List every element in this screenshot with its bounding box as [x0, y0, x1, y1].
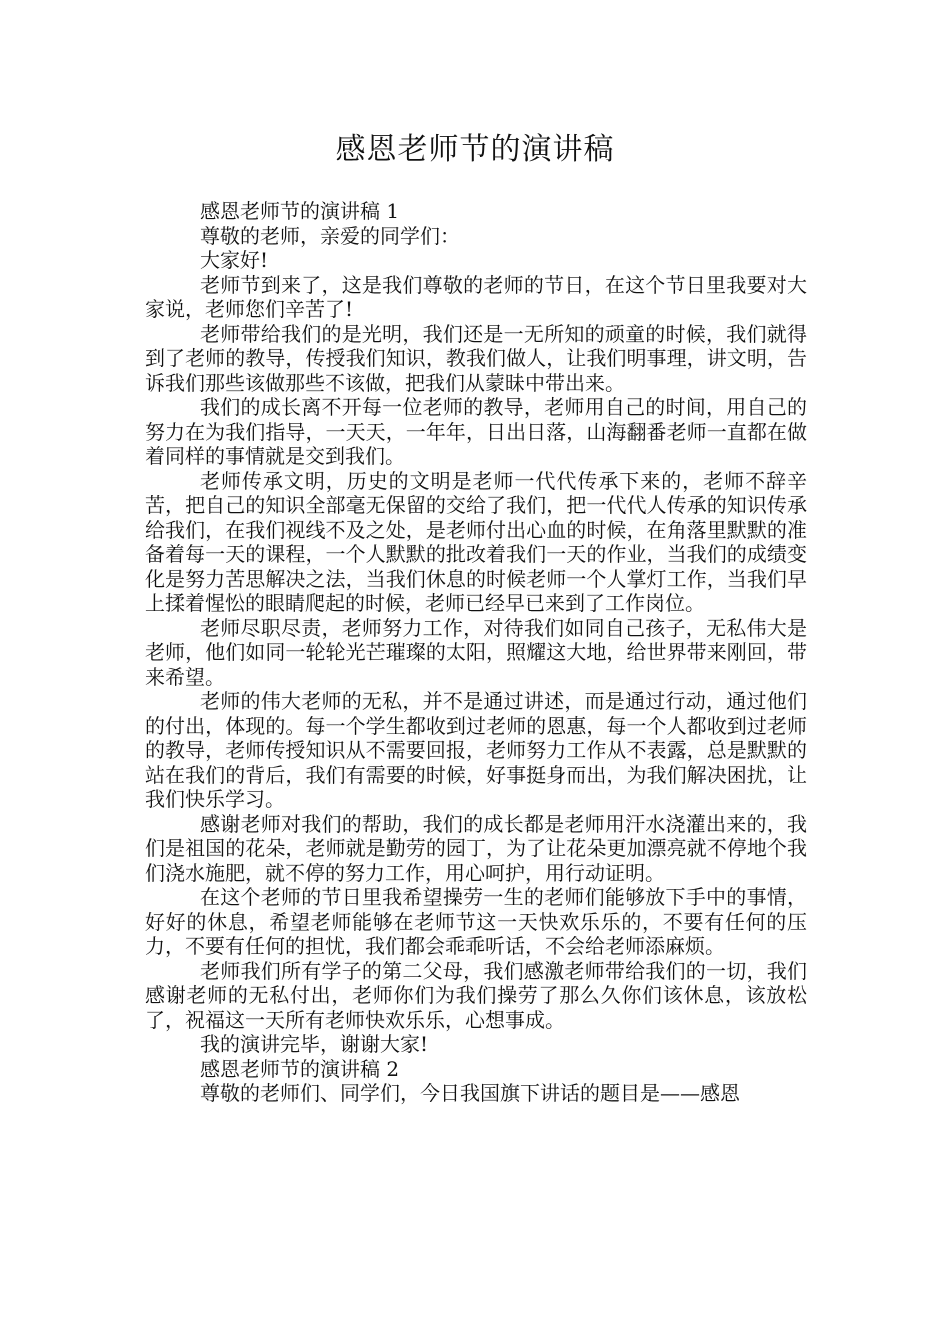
- paragraph: 我们的成长离不开每一位老师的教导，老师用自己的时间，用自己的努力在为我们指导，一天天，一年年，日出日落，山海翻番老师一直都在做着同样的事情就是交到我们。: [145, 395, 807, 468]
- paragraph: 老师的伟大老师的无私，并不是通过讲述，而是通过行动，通过他们的付出，体现的。每一个学生都收到过老师的恩惠，每一个人都收到过老师的教导，老师传授知识从不需要回报，老师努力工作从不表露，总是默默的站在我们的背后，我们有需要的时候，好事挺身而出，为我们解决困扰，让我们快乐学习。: [145, 689, 807, 811]
- paragraph: 老师节到来了，这是我们尊敬的老师的节日，在这个节日里我要对大家说，老师您们辛苦了!: [145, 272, 807, 321]
- document-body: [145, 199, 807, 1106]
- closing-line: 我的演讲完毕，谢谢大家!: [200, 1032, 429, 1056]
- speech-heading-1: 感恩老师节的演讲稿 1: [200, 199, 400, 223]
- paragraph: 老师传承文明，历史的文明是老师一代代传承下来的，老师不辞辛苦，把自己的知识全部毫无保留的交给了我们，把一代代人传承的知识传承给我们，在我们视线不及之处，是老师付出心血的时候，在角落里默默的准备着每一天的课程，一个人默默的批改着我们一天的作业，当我们的成绩变化是努力苦思解决之法，当我们休息的时候老师一个人掌灯工作，当我们早上揉着惺忪的眼睛爬起的时候，老师已经早已来到了工作岗位。: [145, 468, 807, 615]
- paragraph: 尊敬的老师们、同学们，今日我国旗下讲话的题目是——感恩: [200, 1081, 740, 1105]
- paragraph: 在这个老师的节日里我希望操劳一生的老师们能够放下手中的事情，好好的休息，希望老师能够在老师节这一天快欢乐乐的，不要有任何的压力，不要有任何的担忧，我们都会乖乖听话，不会给老师添麻烦。: [145, 885, 807, 958]
- document-title: 感恩老师节的演讲稿: [335, 132, 615, 167]
- salutation: 尊敬的老师，亲爱的同学们：: [200, 223, 460, 248]
- greeting: 大家好!: [200, 248, 269, 272]
- speech-heading-2: 感恩老师节的演讲稿 2: [200, 1056, 400, 1081]
- paragraph: 感谢老师对我们的帮助，我们的成长都是老师用汗水浇灌出来的，我们是祖国的花朵，老师就是勤劳的园丁，为了让花朵更加漂亮就不停地个我们浇水施肥，就不停的努力工作，用心呵护，用行动证明。: [145, 811, 807, 885]
- paragraph: 老师带给我们的是光明，我们还是一无所知的顽童的时候，我们就得到了老师的教导，传授我们知识，教我们做人，让我们明事理，讲文明，告诉我们那些该做那些不该做，把我们从蒙昧中带出来。: [145, 321, 807, 395]
- paragraph: 老师我们所有学子的第二父母，我们感激老师带给我们的一切，我们感谢老师的无私付出，老师你们为我们操劳了那么久你们该休息，该放松了，祝福这一天所有老师快欢乐乐，心想事成。: [145, 958, 807, 1032]
- paragraph: 老师尽职尽责，老师努力工作，对待我们如同自己孩子，无私伟大是老师，他们如同一轮轮光芒璀璨的太阳，照耀这大地，给世界带来刚回，带来希望。: [145, 615, 807, 689]
